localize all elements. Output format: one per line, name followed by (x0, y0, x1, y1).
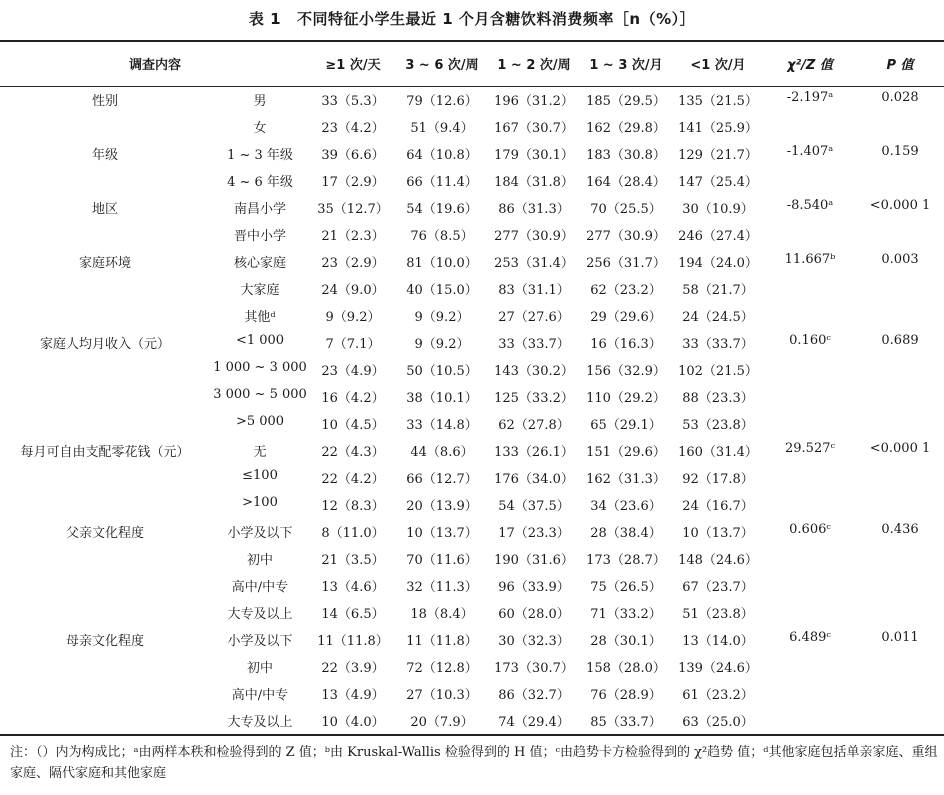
frequency-cell: 27（10.3） (406, 688, 478, 703)
table-row (0, 684, 944, 708)
statistic-cell: -2.197ᵃ (786, 90, 834, 105)
frequency-cell: 148（24.6） (678, 553, 758, 568)
table-row (0, 252, 944, 276)
row-subgroup-label: 3 000 ~ 5 000 (213, 387, 307, 402)
frequency-cell: 64（10.8） (406, 148, 478, 163)
header-p-value: P 值 (886, 58, 914, 73)
table-row (0, 630, 944, 654)
header-survey-content: 调查内容 (128, 58, 181, 73)
frequency-cell: 75（26.5） (590, 580, 662, 595)
table-number: 表 1 (248, 10, 282, 28)
statistic-cell: 0.160ᶜ (789, 333, 831, 348)
header-statistic: χ²/Z 值 (787, 58, 833, 73)
frequency-cell: 23（4.9） (321, 364, 385, 379)
row-subgroup-label: 核心家庭 (233, 256, 286, 271)
row-group-label: 家庭人均月收入（元） (39, 337, 170, 352)
frequency-cell: 76（28.9） (590, 688, 662, 703)
row-group-label: 母亲文化程度 (65, 634, 144, 649)
frequency-cell: 9（9.2） (325, 310, 381, 325)
p-value-cell: 0.159 (881, 144, 919, 159)
frequency-cell: 51（23.8） (682, 607, 754, 622)
header-3-6-week: 3 ~ 6 次/周 (405, 58, 479, 73)
frequency-cell: 10（13.7） (682, 526, 754, 541)
frequency-cell: 10（13.7） (406, 526, 478, 541)
frequency-cell: 28（38.4） (590, 526, 662, 541)
table-row (0, 117, 944, 141)
row-subgroup-label: 小学及以下 (227, 526, 293, 541)
table-row (0, 171, 944, 195)
frequency-cell: 10（4.0） (321, 715, 385, 730)
header-1-2-week: 1 ~ 2 次/周 (497, 58, 571, 73)
frequency-cell: 20（13.9） (406, 499, 478, 514)
frequency-cell: 10（4.5） (321, 418, 385, 433)
table-row (0, 333, 944, 357)
frequency-cell: 277（30.9） (494, 229, 574, 244)
frequency-cell: 11（11.8） (406, 634, 478, 649)
frequency-cell: 44（8.6） (410, 445, 474, 460)
frequency-cell: 22（4.3） (321, 445, 385, 460)
frequency-cell: 246（27.4） (678, 229, 758, 244)
frequency-cell: 162（29.8） (586, 121, 666, 136)
row-subgroup-label: 1 ~ 3 年级 (227, 148, 293, 163)
frequency-cell: 85（33.7） (590, 715, 662, 730)
row-subgroup-label: 1 000 ~ 3 000 (213, 360, 307, 375)
table-caption: 不同特征小学生最近 1 个月含糖饮料消费频率［n（%）］ (297, 10, 696, 28)
row-group-label: 每月可自由支配零花钱（元） (20, 445, 190, 460)
row-subgroup-label: 小学及以下 (227, 634, 293, 649)
frequency-cell: 61（23.2） (682, 688, 754, 703)
frequency-cell: 133（26.1） (494, 445, 574, 460)
row-subgroup-label: 无 (253, 445, 267, 460)
table-row (0, 441, 944, 465)
frequency-cell: 147（25.4） (678, 175, 758, 190)
frequency-cell: 23（2.9） (321, 256, 385, 271)
frequency-cell: 88（23.3） (682, 391, 754, 406)
frequency-cell: 179（30.1） (494, 148, 574, 163)
frequency-cell: 92（17.8） (682, 472, 754, 487)
frequency-cell: 79（12.6） (406, 94, 478, 109)
frequency-cell: 21（2.3） (321, 229, 385, 244)
top-rule (0, 40, 944, 42)
statistic-cell: 0.606ᶜ (789, 522, 831, 537)
table-row (0, 522, 944, 546)
frequency-cell: 110（29.2） (586, 391, 666, 406)
row-subgroup-label: >5 000 (235, 414, 285, 429)
table-row (0, 144, 944, 168)
table-row (0, 657, 944, 681)
row-subgroup-label: 高中/中专 (231, 688, 289, 703)
table-row (0, 468, 944, 492)
frequency-cell: 184（31.8） (494, 175, 574, 190)
row-subgroup-label: 大专及以上 (227, 607, 293, 622)
frequency-cell: 13（4.6） (321, 580, 385, 595)
frequency-cell: 54（37.5） (498, 499, 570, 514)
frequency-cell: 143（30.2） (494, 364, 574, 379)
frequency-cell: 164（28.4） (586, 175, 666, 190)
frequency-cell: 139（24.6） (678, 661, 758, 676)
frequency-cell: 102（21.5） (678, 364, 758, 379)
frequency-cell: 40（15.0） (406, 283, 478, 298)
frequency-cell: 24（16.7） (682, 499, 754, 514)
frequency-cell: 33（14.8） (406, 418, 478, 433)
frequency-cell: 190（31.6） (494, 553, 574, 568)
table-row (0, 414, 944, 438)
p-value-cell: 0.003 (881, 252, 919, 267)
row-group-label: 地区 (91, 202, 118, 217)
frequency-cell: 70（11.6） (406, 553, 478, 568)
statistic-cell: -1.407ᵃ (786, 144, 834, 159)
frequency-cell: 7（7.1） (325, 337, 381, 352)
row-subgroup-label: 大家庭 (240, 283, 280, 298)
frequency-cell: 70（25.5） (590, 202, 662, 217)
row-subgroup-label: 南昌小学 (233, 202, 286, 217)
frequency-cell: 16（16.3） (590, 337, 662, 352)
statistic-cell: -8.540ᵃ (786, 198, 834, 213)
row-subgroup-label: 其他ᵈ (244, 310, 276, 325)
frequency-cell: 9（9.2） (414, 337, 470, 352)
row-subgroup-label: 4 ~ 6 年级 (227, 175, 293, 190)
frequency-cell: 66（11.4） (406, 175, 478, 190)
frequency-cell: 253（31.4） (494, 256, 574, 271)
frequency-cell: 194（24.0） (678, 256, 758, 271)
frequency-cell: 18（8.4） (410, 607, 474, 622)
frequency-cell: 8（11.0） (321, 526, 385, 541)
table-row (0, 576, 944, 600)
table-row (0, 90, 944, 114)
frequency-cell: 173（28.7） (586, 553, 666, 568)
frequency-cell: 22（3.9） (321, 661, 385, 676)
frequency-cell: 17（2.9） (321, 175, 385, 190)
frequency-cell: 162（31.3） (586, 472, 666, 487)
frequency-cell: 173（30.7） (494, 661, 574, 676)
frequency-cell: 65（29.1） (590, 418, 662, 433)
frequency-cell: 167（30.7） (494, 121, 574, 136)
frequency-cell: 53（23.8） (682, 418, 754, 433)
frequency-cell: 32（11.3） (406, 580, 478, 595)
frequency-cell: 96（33.9） (498, 580, 570, 595)
frequency-cell: 33（5.3） (321, 94, 385, 109)
frequency-cell: 60（28.0） (498, 607, 570, 622)
p-value-cell: <0.000 1 (869, 441, 931, 456)
table-title (0, 8, 944, 29)
frequency-cell: 141（25.9） (678, 121, 758, 136)
frequency-cell: 12（8.3） (321, 499, 385, 514)
frequency-cell: 160（31.4） (678, 445, 758, 460)
table-row (0, 225, 944, 249)
frequency-cell: 11（11.8） (317, 634, 389, 649)
frequency-cell: 66（12.7） (406, 472, 478, 487)
frequency-cell: 28（30.1） (590, 634, 662, 649)
frequency-cell: 86（31.3） (498, 202, 570, 217)
table-row (0, 360, 944, 384)
frequency-cell: 256（31.7） (586, 256, 666, 271)
table-row (0, 306, 944, 330)
frequency-cell: 13（14.0） (682, 634, 754, 649)
p-value-cell: 0.689 (881, 333, 919, 348)
frequency-cell: 33（33.7） (682, 337, 754, 352)
table-row (0, 198, 944, 222)
frequency-cell: 23（4.2） (321, 121, 385, 136)
row-subgroup-label: 初中 (246, 553, 273, 568)
row-subgroup-label: 男 (253, 94, 267, 109)
frequency-cell: 14（6.5） (321, 607, 385, 622)
frequency-cell: 72（12.8） (406, 661, 478, 676)
frequency-cell: 158（28.0） (586, 661, 666, 676)
frequency-cell: 62（27.8） (498, 418, 570, 433)
table-row (0, 603, 944, 627)
frequency-cell: 30（32.3） (498, 634, 570, 649)
frequency-cell: 156（32.9） (586, 364, 666, 379)
statistic-cell: 6.489ᶜ (789, 630, 831, 645)
row-group-label: 父亲文化程度 (65, 526, 144, 541)
row-group-label: 性别 (91, 94, 118, 109)
frequency-cell: 74（29.4） (498, 715, 570, 730)
table-row (0, 279, 944, 303)
row-subgroup-label: 高中/中专 (231, 580, 289, 595)
frequency-cell: 30（10.9） (682, 202, 754, 217)
p-value-cell: 0.028 (881, 90, 919, 105)
frequency-cell: 9（9.2） (414, 310, 470, 325)
p-value-cell: <0.000 1 (869, 198, 931, 213)
frequency-cell: 185（29.5） (586, 94, 666, 109)
statistic-cell: 29.527ᶜ (785, 441, 835, 456)
frequency-cell: 86（32.7） (498, 688, 570, 703)
table-row (0, 549, 944, 573)
frequency-cell: 16（4.2） (321, 391, 385, 406)
frequency-cell: 29（29.6） (590, 310, 662, 325)
p-value-cell: 0.436 (881, 522, 919, 537)
frequency-cell: 51（9.4） (410, 121, 474, 136)
row-subgroup-label: 大专及以上 (227, 715, 293, 730)
frequency-cell: 183（30.8） (586, 148, 666, 163)
frequency-cell: 277（30.9） (586, 229, 666, 244)
header-lt1-month: <1 次/月 (690, 58, 746, 73)
header-daily: ≥1 次/天 (325, 58, 381, 73)
header-1-3-month: 1 ~ 3 次/月 (589, 58, 663, 73)
frequency-cell: 20（7.9） (410, 715, 474, 730)
row-subgroup-label: 晋中小学 (233, 229, 286, 244)
frequency-cell: 135（21.5） (678, 94, 758, 109)
frequency-cell: 13（4.9） (321, 688, 385, 703)
table-row (0, 711, 944, 735)
table-row (0, 387, 944, 411)
table-note: 注：（）内为构成比；ᵃ由两样本秩和检验得到的 Z 值；ᵇ由 Kruskal-Wallis 检验得到的 H 值；ᶜ由趋势卡方检验得到的 χ²趋势 值；ᵈ其他家庭包括单亲家庭、重组家庭、隔代家庭和其他家庭 (10, 745, 938, 781)
statistic-cell: 11.667ᵇ (784, 252, 836, 267)
table-row (0, 495, 944, 519)
frequency-cell: 196（31.2） (494, 94, 574, 109)
row-subgroup-label: >100 (242, 495, 278, 510)
frequency-cell: 67（23.7） (682, 580, 754, 595)
frequency-cell: 33（33.7） (498, 337, 570, 352)
row-subgroup-label: ≤100 (242, 468, 278, 483)
row-subgroup-label: 初中 (246, 661, 273, 676)
frequency-cell: 24（9.0） (321, 283, 385, 298)
frequency-cell: 21（3.5） (321, 553, 385, 568)
row-group-label: 年级 (91, 148, 118, 163)
frequency-cell: 17（23.3） (498, 526, 570, 541)
row-subgroup-label: <1 000 (235, 333, 285, 348)
frequency-cell: 63（25.0） (682, 715, 754, 730)
row-subgroup-label: 女 (253, 121, 267, 136)
frequency-cell: 125（33.2） (494, 391, 574, 406)
frequency-cell: 83（31.1） (498, 283, 570, 298)
header-rule (0, 86, 944, 87)
frequency-cell: 176（34.0） (494, 472, 574, 487)
frequency-cell: 151（29.6） (586, 445, 666, 460)
frequency-cell: 58（21.7） (682, 283, 754, 298)
frequency-cell: 24（24.5） (682, 310, 754, 325)
frequency-cell: 62（23.2） (590, 283, 662, 298)
frequency-cell: 22（4.2） (321, 472, 385, 487)
frequency-cell: 76（8.5） (410, 229, 474, 244)
frequency-cell: 27（27.6） (498, 310, 570, 325)
frequency-cell: 39（6.6） (321, 148, 385, 163)
frequency-cell: 54（19.6） (406, 202, 478, 217)
frequency-cell: 38（10.1） (406, 391, 478, 406)
frequency-cell: 34（23.6） (590, 499, 662, 514)
bottom-rule (0, 734, 944, 736)
frequency-cell: 71（33.2） (590, 607, 662, 622)
frequency-cell: 35（12.7） (317, 202, 389, 217)
frequency-cell: 129（21.7） (678, 148, 758, 163)
row-group-label: 家庭环境 (78, 256, 131, 271)
frequency-cell: 50（10.5） (406, 364, 478, 379)
p-value-cell: 0.011 (881, 630, 919, 645)
frequency-cell: 81（10.0） (406, 256, 478, 271)
